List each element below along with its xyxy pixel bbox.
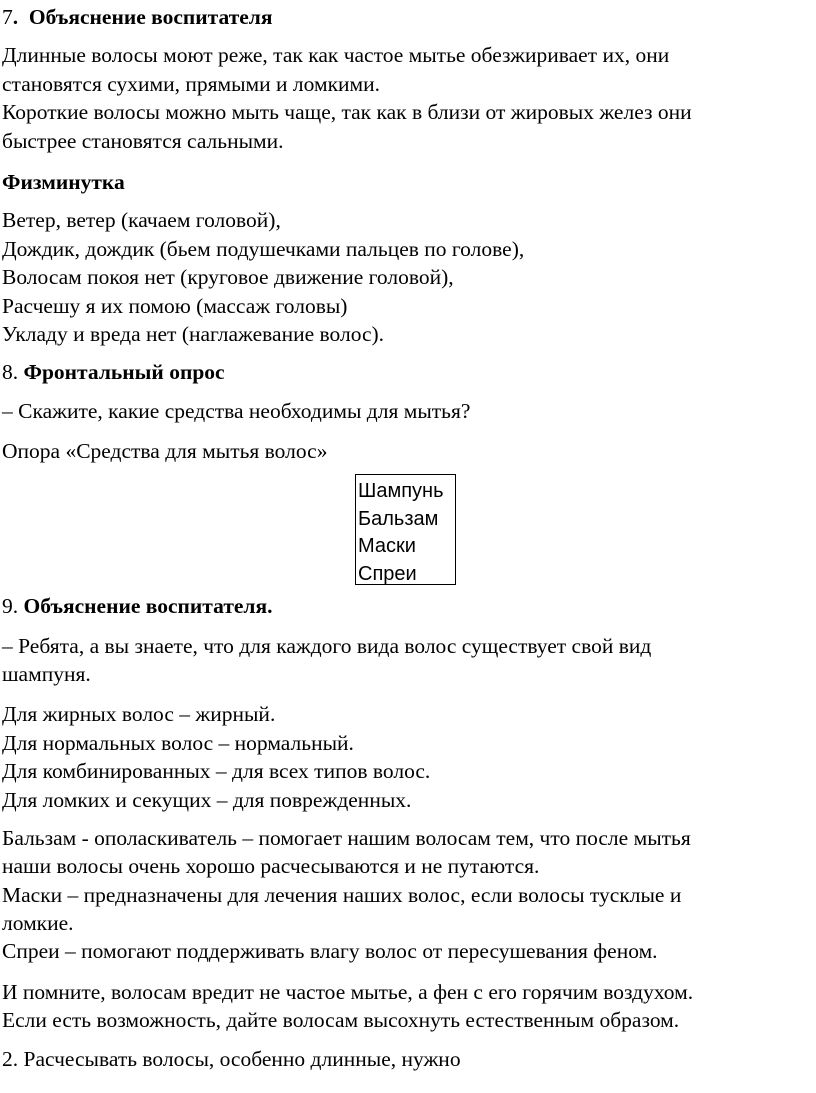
question-line: – Скажите, какие средства необходимы для мытья?: [2, 399, 471, 423]
section-number: 8.: [2, 360, 19, 384]
product-item: Спреи: [358, 562, 417, 585]
type-line: Для нормальных волос – нормальный.: [2, 731, 354, 755]
last-line: 2. Расчесывать волосы, особенно длинные, нужно: [2, 1047, 461, 1071]
section-number: 9.: [2, 594, 19, 618]
poem-line: Укладу и вреда нет (наглажевание волос).: [2, 322, 385, 346]
product-item: Маски: [358, 535, 416, 557]
paragraph-line: Если есть возможность, дайте волосам высохнуть естественным образом.: [2, 1008, 680, 1032]
fizminutka-heading: Физминутка: [2, 170, 125, 194]
paragraph-line: Бальзам - ополаскиватель – помогает нашим волосам тем, что после мытья: [2, 826, 691, 850]
section-8-heading: [2, 358, 225, 387]
products-box: [355, 474, 456, 585]
paragraph-line: шампуня.: [2, 662, 91, 686]
section-title: Объяснение воспитателя: [28, 5, 273, 29]
poem-line: Ветер, ветер (качаем головой),: [2, 208, 281, 232]
support-caption: Опора «Средства для мытья волос»: [2, 439, 328, 463]
type-line: Для жирных волос – жирный.: [2, 702, 276, 726]
paragraph-line: Длинные волосы моют реже, так как частое мытье обезжиривает их, они: [2, 43, 670, 67]
section-7-heading: [2, 3, 273, 32]
product-item: Шампунь: [358, 480, 444, 502]
poem-line: Расчешу я их помою (массаж головы): [2, 294, 348, 318]
paragraph-line: И помните, волосам вредит не частое мытье, а фен с его горячим воздухом.: [2, 980, 694, 1004]
paragraph-line: Короткие волосы можно мыть чаще, так как в близи от жировых желез они: [2, 100, 692, 124]
section-number: 7: [2, 5, 13, 29]
paragraph-line: Спреи – помогают поддерживать влагу волос от пересушевания феном.: [2, 939, 658, 963]
paragraph-line: – Ребята, а вы знаете, что для каждого вида волос существует свой вид: [2, 634, 652, 658]
poem-line: Волосам покоя нет (круговое движение головой),: [2, 265, 454, 289]
section-dot: .: [12, 5, 19, 29]
paragraph-line: наши волосы очень хорошо расчесываются и не путаются.: [2, 854, 540, 878]
section-9-heading: [2, 592, 273, 621]
paragraph-line: быстрее становятся сальными.: [2, 129, 284, 153]
section-title: Фронтальный опрос: [23, 360, 225, 384]
paragraph-line: становятся сухими, прямыми и ломкими.: [2, 72, 381, 96]
product-item: Бальзам: [358, 507, 439, 530]
paragraph-line: Маски – предназначены для лечения наших волос, если волосы тусклые и: [2, 883, 682, 907]
poem-line: Дождик, дождик (бьем подушечками пальцев по голове),: [2, 237, 525, 261]
type-line: Для ломких и секущих – для поврежденных.: [2, 788, 412, 812]
type-line: Для комбинированных – для всех типов волос.: [2, 759, 431, 783]
paragraph-line: ломкие.: [2, 911, 74, 935]
section-title: Объяснение воспитателя.: [23, 594, 273, 618]
